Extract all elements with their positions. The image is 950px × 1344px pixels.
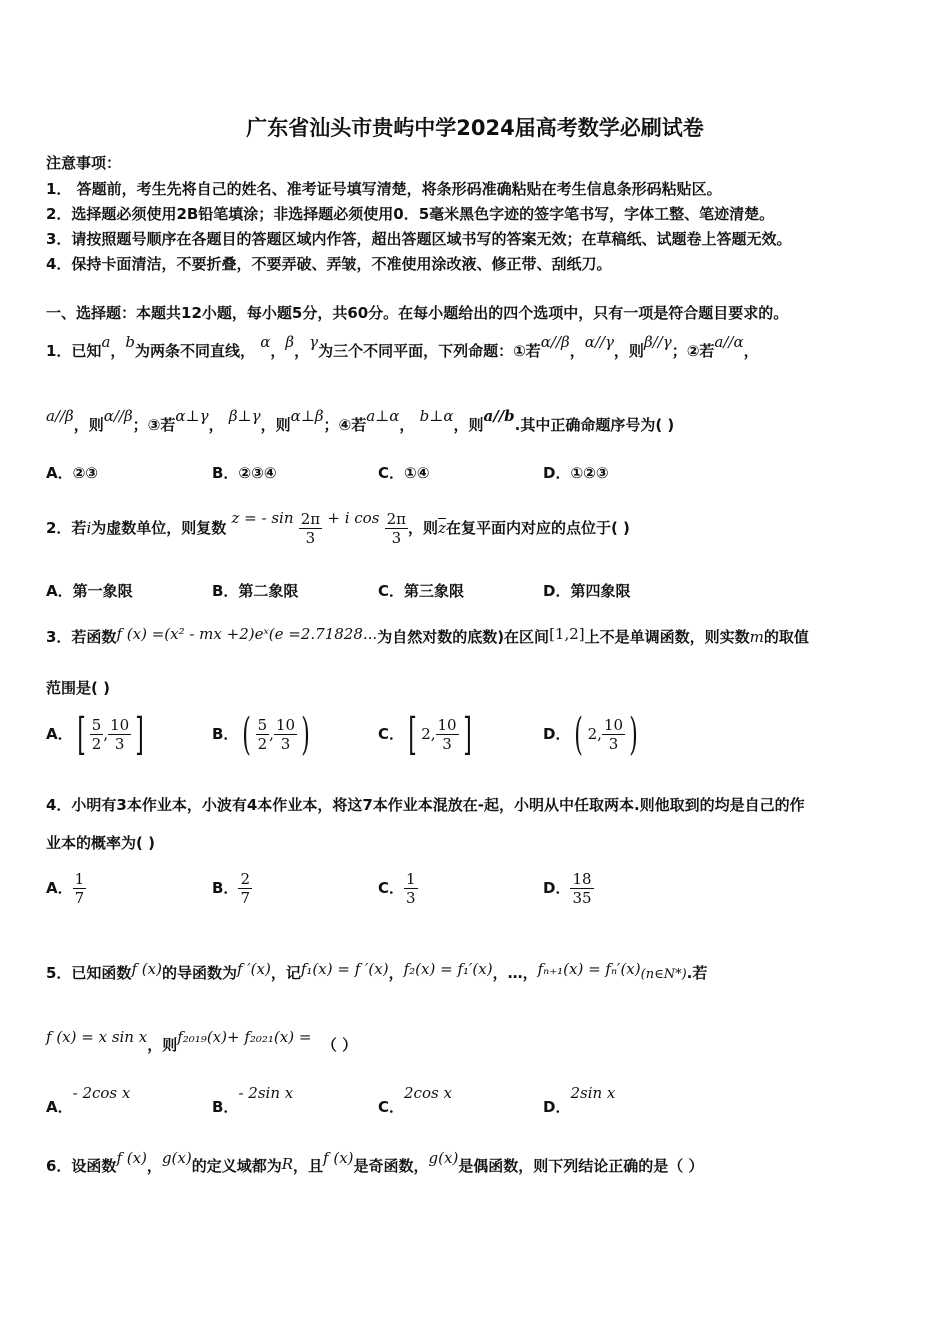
q1-beta: β [285,333,295,351]
bracket: [ [408,708,417,760]
q1-text: ；②若 [671,342,715,360]
numerator: 10 [275,716,296,734]
q1-var-b: b [125,333,136,351]
fraction [274,716,297,753]
q6-text: ，且 [293,1157,324,1175]
numerator: 10 [603,716,624,734]
q1-alpha: α [260,333,271,351]
q5-text: 的导函数为 [161,964,237,982]
q2-z-expr: z = - sin [231,509,294,527]
q5-fpx: f ′(x) [236,960,271,978]
numerator: 1 [74,870,85,888]
q5-option-c [378,1084,452,1117]
q5-def: f (x) = x sin x [46,1028,148,1046]
q1-expr: a//α [714,333,744,351]
q3-line-1 [46,626,809,647]
denominator: 35 [572,889,592,907]
q3-option-a: A．[ $\frac{5}{2}$ , $\frac{10}{3}$ ] [46,708,145,760]
denominator: 3 [406,889,416,907]
option-label: B． [212,725,239,743]
q1-expr: β//γ [643,333,672,351]
fraction [73,870,87,907]
q2-option-b: B．第二象限 [212,582,299,600]
q1-then: ，则 [453,416,484,434]
fraction [108,716,131,753]
q5-f1: f₁(x) = f ′(x) [300,960,389,978]
q4-option-b [212,866,252,910]
q1-option-a: A．②③ [46,464,99,482]
q1-line-2: a//β，则α//β；③若α⊥γ， β⊥γ，则α⊥β；④若a⊥α， b⊥α，则a//b.其中正确命题序号为( ) [46,407,675,434]
notice-item-3: 3．请按照题号顺序在各题目的答题区域内作答，超出答题区域书写的答案无效；在草稿纸、试题卷上答题无效。 [46,230,792,248]
numerator: 18 [572,870,592,888]
bracket: ] [135,708,145,760]
q2-fraction-1 [299,510,322,547]
q3-interval: [1,2] [549,625,585,643]
q2-text: 在复平面内对应的点位于( ) [445,519,630,537]
q6-line [46,1149,704,1176]
fraction [602,716,625,753]
q1-gamma: γ [309,333,319,351]
option-label: C． [378,725,405,743]
bracket: [ [76,708,86,760]
q2-denominator: 3 [391,529,402,547]
q1-expr: b⊥α [419,407,454,425]
denominator: 3 [280,735,291,753]
q5-line-1 [46,962,707,983]
notice-item-4: 4．保持卡面清洁，不要折叠，不要弄破、弄皱，不准使用涂改液、修正带、刮纸刀。 [46,255,612,273]
q5-fn: fₙ₊₁(x) = fₙ′(x) [537,960,641,978]
denominator: 2 [257,735,268,753]
page-title: 广东省汕头市贵屿中学2024届高考数学必刷试卷 [246,116,704,140]
q6-text: 的定义域都为 [191,1157,282,1175]
q6-text: 是偶函数，则下列结论正确的是（ ） [458,1157,704,1175]
q1-text: ；④若 [323,416,367,434]
q3-text: 3．若函数 [46,628,117,646]
q3-text: 为自然对数的底数)在区间 [377,628,550,646]
option-value: 2sin x [570,1084,616,1102]
notice-item-1: 1． 答题前，考生先将自己的姓名、准考证号填写清楚，将条形码准确粘贴在考生信息条形码粘贴区。 [46,180,722,198]
q1-then: ，则 [260,416,291,434]
option-value: - 2cos x [72,1084,131,1102]
q1-comma: ， [110,342,126,360]
fraction [238,870,252,907]
denominator: 3 [442,735,452,753]
q4-option-d [543,866,594,910]
q3-option-b: B．( $\frac{5}{2}$ , $\frac{10}{3}$ ) [212,708,310,760]
q2-text: 2．若 [46,519,87,537]
q2-numerator: 2π [386,510,407,528]
option-label: A． [46,1098,73,1116]
q3-line-2: 范围是( ) [46,679,110,697]
option-label: A． [46,725,73,743]
q2-option-c: C．第三象限 [378,582,465,600]
q1-text: 1．已知 [46,342,102,360]
q3-text: 上不是单调函数，则实数 [584,628,750,646]
section-heading: 一、选择题：本题共12小题，每小题5分，共60分。在每小题给出的四个选项中，只有一项是符合题目要求的。 [46,304,789,322]
option-label: D． [543,879,571,897]
notice-heading: 注意事项： [46,154,122,172]
numerator: 5 [91,716,102,734]
bracket: ) [629,708,638,760]
q5-f2: f₂(x) = f₁′(x) [403,960,493,978]
value: 2, [587,725,602,743]
q2-denominator: 3 [305,529,316,547]
q1-expr: a//b [483,407,515,425]
q2-fraction-2 [385,510,408,547]
fraction [404,870,418,907]
q5-option-b [212,1084,294,1117]
q5-fx: f (x) [131,960,162,978]
notice-item-2: 2．选择题必须使用2B铅笔填涂；非选择题必须使用0．5毫米黑色字迹的签字笔书写，字体工整、笔迹清楚。 [46,205,775,223]
q2-text: 为虚数单位，则复数 [91,519,227,537]
option-label: B． [212,879,239,897]
q1-text: 为三个不同平面，下列命题：①若 [318,342,541,360]
q3-function: f (x) =(x² - mx +2)eˣ(e =2.71828... [116,625,378,643]
denominator: 3 [608,735,619,753]
q1-comma: ， [743,342,759,360]
q4-line-1: 4．小明有3本作业本，小波有4本作业本，将这7本作业本混放在-起，小明从中任取两本.则他取到的均是自己的作 [46,796,805,814]
q2-i: i [86,519,92,537]
q5-option-a [46,1084,131,1117]
option-value: 2cos x [404,1084,452,1102]
q5-comma: ， [388,964,404,982]
option-label: D． [543,1098,571,1116]
q2-z-expr-mid: + i cos [327,509,380,527]
numerator: 1 [406,870,416,888]
q6-comma: ， [146,1157,162,1175]
q1-expr: α//β [540,333,570,351]
q1-expr: a⊥α [366,407,400,425]
option-label: A． [46,879,73,897]
value: 2, [421,725,436,743]
option-label: C． [378,879,405,897]
q6-R: R [281,1155,294,1173]
q1-expr: a//β [46,407,74,425]
q1-text: ；③若 [132,416,176,434]
q6-text: 6．设函数 [46,1157,117,1175]
q1-expr: β⊥γ [228,407,261,425]
q5-text: .若 [686,964,708,982]
q1-text: 为两条不同直线， [135,342,256,360]
numerator: 10 [437,716,457,734]
denominator: 2 [91,735,102,753]
q2-line [46,502,630,554]
numerator: 2 [240,870,250,888]
q1-expr: α⊥β [290,407,324,425]
q6-gx: g(x) [161,1149,192,1167]
q5-text: 5．已知函数 [46,964,132,982]
q1-then: ，则 [73,416,104,434]
q3-m: m [749,628,764,646]
denominator: 3 [114,735,125,753]
fraction [570,870,593,907]
q5-text: ，记 [270,964,301,982]
numerator: 5 [257,716,268,734]
q5-text: ，则 [147,1036,178,1054]
q3-option-c [378,710,476,758]
q1-option-b: B．②③④ [212,464,277,482]
q5-option-d [543,1084,616,1117]
q1-then: ，则 [613,342,644,360]
bracket: ( [574,708,584,760]
q1-option-d: D．①②③ [543,464,609,482]
q5-n-domain: (n∈N*) [640,967,687,982]
numerator: 10 [110,716,130,734]
q4-option-a [46,866,86,910]
q5-line-2 [46,1028,358,1055]
q1-expr: α//β [103,407,133,425]
fraction [90,716,104,753]
option-label: D． [543,725,571,743]
q6-gx: g(x) [428,1149,459,1167]
q6-fx: f (x) [323,1149,354,1167]
q4-line-2: 业本的概率为( ) [46,834,155,852]
bracket: ( [242,708,252,760]
q5-sum: f₂₀₁₉(x)+ f₂₀₂₁(x) = [177,1028,312,1046]
q4-option-c [378,866,418,910]
option-value: - 2sin x [238,1084,294,1102]
q1-line-1: 1．已知a，b为两条不同直线， α，β，γ为三个不同平面，下列命题：①若α//β，α//γ，则β//γ；②若a//α， [46,333,759,360]
q1-option-c: C．①④ [378,464,430,482]
q1-expr: α//γ [584,333,614,351]
option-label: C． [378,1098,405,1116]
q2-zbar: $\overline{z}$ [438,519,446,537]
denominator: 7 [240,889,250,907]
q2-option-d: D．第四象限 [543,582,631,600]
q3-option-d [543,710,642,758]
q1-var-a: a [101,333,111,351]
q5-text: （ ） [321,1036,358,1054]
q6-fx: f (x) [116,1149,147,1167]
q6-text: 是奇函数， [353,1157,429,1175]
q1-text: .其中正确命题序号为( ) [514,416,675,434]
q2-text: ，则 [408,519,439,537]
q1-expr: α⊥γ [175,407,209,425]
denominator: 7 [74,889,85,907]
bracket: ) [301,708,310,760]
q5-comma: ，…， [492,964,538,982]
fraction [436,716,459,753]
q2-numerator: 2π [300,510,321,528]
bracket: ] [462,708,472,760]
q3-text: 的取值 [763,628,809,646]
option-label: B． [212,1098,239,1116]
q2-option-a: A．第一象限 [46,582,133,600]
fraction [256,716,270,753]
